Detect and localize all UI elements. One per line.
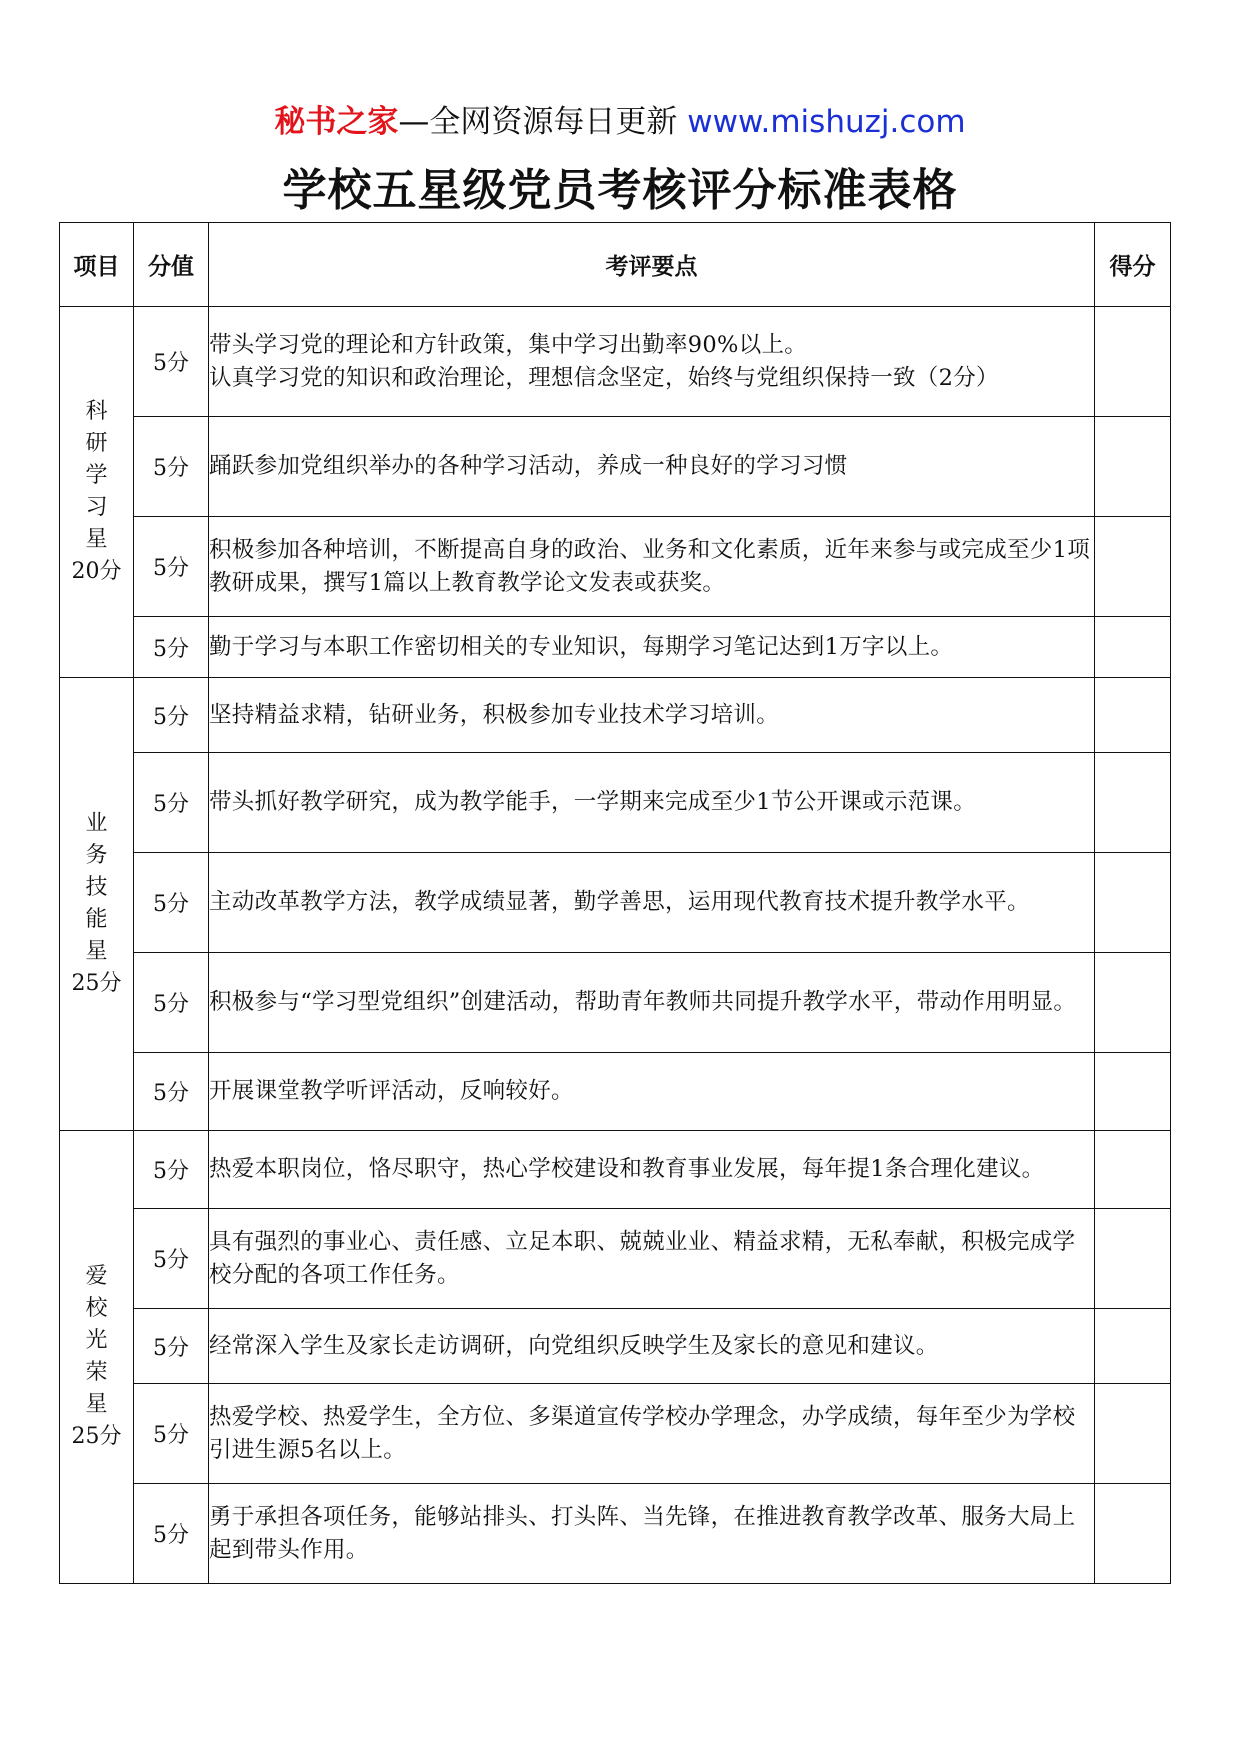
- category-name: 爱校光荣星: [85, 1264, 108, 1417]
- evaluation-point-cell: 勤于学习与本职工作密切相关的专业知识，每期学习笔记达到1万字以上。: [209, 617, 1095, 678]
- brand-name: 秘书之家: [274, 104, 399, 140]
- score-cell: 5分: [134, 307, 209, 417]
- table-row: [60, 853, 1171, 953]
- table-row: [60, 1053, 1171, 1131]
- score-cell: 5分: [134, 617, 209, 678]
- evaluation-point-cell: 主动改革教学方法，教学成绩显著，勤学善思，运用现代教育技术提升教学水平。: [209, 853, 1095, 953]
- category-total: 20分: [71, 559, 122, 584]
- table-row: [60, 617, 1171, 678]
- table-row: [60, 1309, 1171, 1384]
- category-cell: [60, 1131, 134, 1584]
- evaluation-point-cell: 坚持精益求精，钻研业务，积极参加专业技术学习培训。: [209, 678, 1095, 753]
- evaluation-point-cell: 踊跃参加党组织举办的各种学习活动，养成一种良好的学习习惯: [209, 417, 1095, 517]
- evaluation-point-cell: 热爱本职岗位，恪尽职守，热心学校建设和教育事业发展，每年提1条合理化建议。: [209, 1131, 1095, 1209]
- page-title: 学校五星级党员考核评分标准表格: [282, 165, 958, 216]
- table-row: [60, 753, 1171, 853]
- table-row: [60, 1484, 1171, 1584]
- evaluation-point-cell: 积极参加各种培训，不断提高自身的政治、业务和文化素质，近年来参与或完成至少1项教研成果，撰写1篇以上教育教学论文发表或获奖。: [209, 517, 1095, 617]
- score-cell: 5分: [134, 417, 209, 517]
- score-input-cell[interactable]: [1095, 1053, 1171, 1131]
- category-cell: [60, 678, 134, 1131]
- evaluation-point-cell: 积极参与“学习型党组织”创建活动，帮助青年教师共同提升教学水平，带动作用明显。: [209, 953, 1095, 1053]
- evaluation-point-cell: 经常深入学生及家长走访调研，向党组织反映学生及家长的意见和建议。: [209, 1309, 1095, 1384]
- banner-tagline: —全网资源每日更新: [398, 104, 678, 140]
- score-cell: 5分: [134, 1053, 209, 1131]
- score-input-cell[interactable]: [1095, 617, 1171, 678]
- category-cell: [60, 307, 134, 678]
- score-cell: 5分: [134, 953, 209, 1053]
- score-input-cell[interactable]: [1095, 1209, 1171, 1309]
- score-input-cell[interactable]: [1095, 1131, 1171, 1209]
- table-row: [60, 1384, 1171, 1484]
- header-score: 分值: [134, 223, 209, 307]
- score-input-cell[interactable]: [1095, 678, 1171, 753]
- category-total: 25分: [71, 1424, 122, 1449]
- score-cell: 5分: [134, 753, 209, 853]
- score-input-cell[interactable]: [1095, 1484, 1171, 1584]
- evaluation-point-cell: 开展课堂教学听评活动，反响较好。: [209, 1053, 1095, 1131]
- table-header-row: [60, 223, 1171, 307]
- score-input-cell[interactable]: [1095, 753, 1171, 853]
- score-cell: 5分: [134, 1209, 209, 1309]
- category-name: 科研学习星: [85, 399, 108, 552]
- score-input-cell[interactable]: [1095, 853, 1171, 953]
- table-row: [60, 1209, 1171, 1309]
- evaluation-point-cell: 带头抓好教学研究，成为教学能手，一学期来完成至少1节公开课或示范课。: [209, 753, 1095, 853]
- site-banner: [0, 100, 1240, 144]
- table-row: [60, 678, 1171, 753]
- score-cell: 5分: [134, 853, 209, 953]
- score-input-cell[interactable]: [1095, 307, 1171, 417]
- evaluation-point-cell: 具有强烈的事业心、责任感、立足本职、兢兢业业、精益求精，无私奉献，积极完成学校分配的各项工作任务。: [209, 1209, 1095, 1309]
- score-cell: 5分: [134, 1131, 209, 1209]
- score-input-cell[interactable]: [1095, 417, 1171, 517]
- table-row: [60, 953, 1171, 1053]
- table-row: [60, 417, 1171, 517]
- site-url-link[interactable]: www.mishuzj.com: [687, 104, 966, 140]
- table-row: [60, 307, 1171, 417]
- header-points: 考评要点: [209, 223, 1095, 307]
- score-cell: 5分: [134, 517, 209, 617]
- score-input-cell[interactable]: [1095, 1309, 1171, 1384]
- evaluation-point-cell: 带头学习党的理论和方针政策，集中学习出勤率90%以上。 认真学习党的知识和政治理论，理想信念坚定，始终与党组织保持一致（2分）: [209, 307, 1095, 417]
- score-cell: 5分: [134, 1384, 209, 1484]
- evaluation-point-cell: 勇于承担各项任务，能够站排头、打头阵、当先锋，在推进教育教学改革、服务大局上起到带头作用。: [209, 1484, 1095, 1584]
- score-input-cell[interactable]: [1095, 953, 1171, 1053]
- scoring-table: [59, 222, 1171, 1584]
- score-cell: 5分: [134, 1309, 209, 1384]
- header-result: 得分: [1095, 223, 1171, 307]
- header-item: 项目: [60, 223, 134, 307]
- score-cell: 5分: [134, 1484, 209, 1584]
- evaluation-point-cell: 热爱学校、热爱学生，全方位、多渠道宣传学校办学理念，办学成绩，每年至少为学校引进生源5名以上。: [209, 1384, 1095, 1484]
- table-row: [60, 1131, 1171, 1209]
- score-input-cell[interactable]: [1095, 1384, 1171, 1484]
- score-input-cell[interactable]: [1095, 517, 1171, 617]
- table-row: [60, 517, 1171, 617]
- category-name: 业务技能星: [85, 811, 108, 964]
- table-body: [60, 307, 1171, 1584]
- score-cell: 5分: [134, 678, 209, 753]
- category-total: 25分: [71, 971, 122, 996]
